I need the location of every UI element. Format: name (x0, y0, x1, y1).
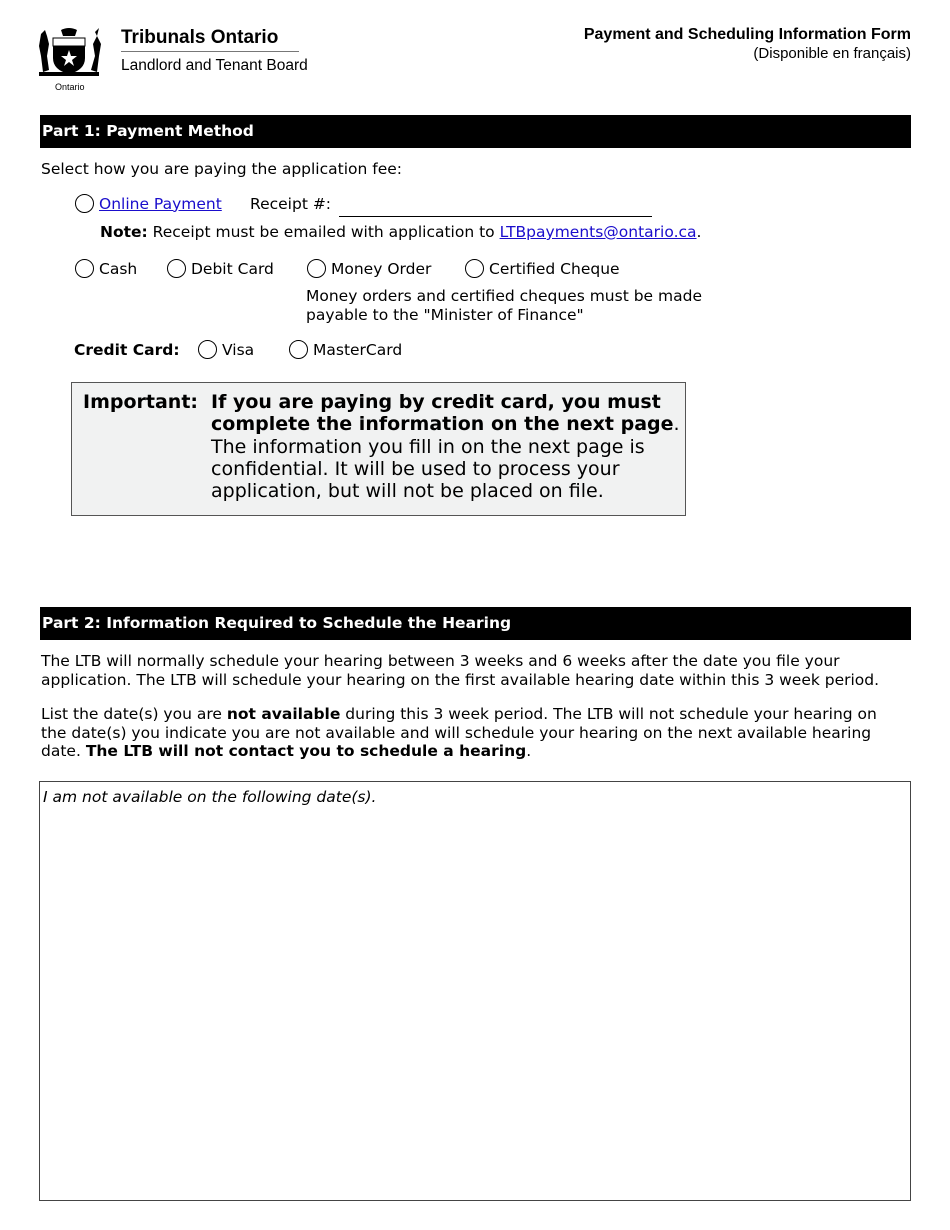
coat-of-arms-icon (35, 26, 103, 82)
certified-cheque-radio[interactable] (465, 259, 484, 278)
important-text (211, 391, 680, 502)
cash-radio[interactable] (75, 259, 94, 278)
unavailable-dates-caption: I am not available on the following date(s). (43, 788, 377, 806)
money-order-note (306, 287, 702, 324)
para2-no-contact: The LTB will not contact you to schedule a hearing (85, 742, 527, 760)
org-subtitle: Landlord and Tenant Board (121, 57, 308, 74)
important-label: Important: (83, 391, 199, 413)
org-divider (121, 51, 299, 52)
money-order-radio[interactable] (307, 259, 326, 278)
part1-heading: Part 1: Payment Method (40, 115, 911, 148)
important-bold-line-1: If you are paying by credit card, you must (211, 391, 661, 413)
mastercard-radio[interactable] (289, 340, 308, 359)
para2-not-available: not available (226, 705, 341, 723)
visa-label: Visa (222, 340, 255, 359)
receipt-label: Receipt #: (250, 195, 332, 213)
form-language-note: (Disponible en français) (753, 45, 911, 62)
note-label: Note: (100, 223, 148, 241)
payment-prompt: Select how you are paying the application fee: (41, 160, 403, 178)
ltb-payments-email-link[interactable]: LTBpayments@ontario.ca (499, 223, 697, 241)
important-notice-box (71, 382, 686, 516)
money-note-line-1: Money orders and certified cheques must be made (306, 287, 702, 305)
note-text: Receipt must be emailed with application to (147, 223, 500, 241)
unavailable-dates-textarea[interactable] (39, 781, 911, 1201)
credit-card-label: Credit Card: (74, 341, 180, 359)
important-line-5: application, but will not be placed on file. (211, 480, 604, 503)
availability-paragraph (41, 705, 901, 761)
certified-cheque-label: Certified Cheque (489, 259, 620, 278)
receipt-email-note (100, 223, 701, 241)
scheduling-paragraph: The LTB will normally schedule your hearing between 3 weeks and 6 weeks after the date you file your application. The LTB will schedule your hearing on the first available hearing date within this 3 week period. (41, 652, 880, 689)
online-payment-radio[interactable] (75, 194, 94, 213)
form-title: Payment and Scheduling Information Form (583, 26, 911, 43)
receipt-number-input[interactable] (339, 198, 652, 217)
logo-caption: Ontario (55, 82, 85, 92)
org-name: Tribunals Ontario (121, 27, 279, 48)
visa-radio[interactable] (198, 340, 217, 359)
para2-end: . (526, 742, 532, 760)
para2-part-a: List the date(s) you are (41, 705, 227, 723)
mastercard-label: MasterCard (313, 340, 403, 359)
note-end: . (696, 223, 702, 241)
important-line-4: confidential. It will be used to process your (211, 457, 620, 480)
money-note-line-2: payable to the "Minister of Finance" (306, 305, 584, 324)
important-line-3: The information you fill in on the next page is (211, 435, 645, 458)
important-bold-line-2: complete the information on the next page (211, 413, 674, 436)
part2-heading: Part 2: Information Required to Schedule the Hearing (40, 607, 911, 640)
debit-card-label: Debit Card (191, 259, 274, 278)
important-period: . (673, 413, 680, 436)
money-order-label: Money Order (331, 259, 432, 278)
cash-label: Cash (99, 259, 138, 278)
para2-part-c: during this 3 week period. The LTB will not schedule your hearing on the date(s) you indicate you are not available and will schedule your hearing on the next available hearing date. (41, 705, 877, 760)
ontario-coat-of-arms-logo (35, 26, 103, 94)
debit-card-radio[interactable] (167, 259, 186, 278)
online-payment-link[interactable]: Online Payment (99, 194, 222, 213)
